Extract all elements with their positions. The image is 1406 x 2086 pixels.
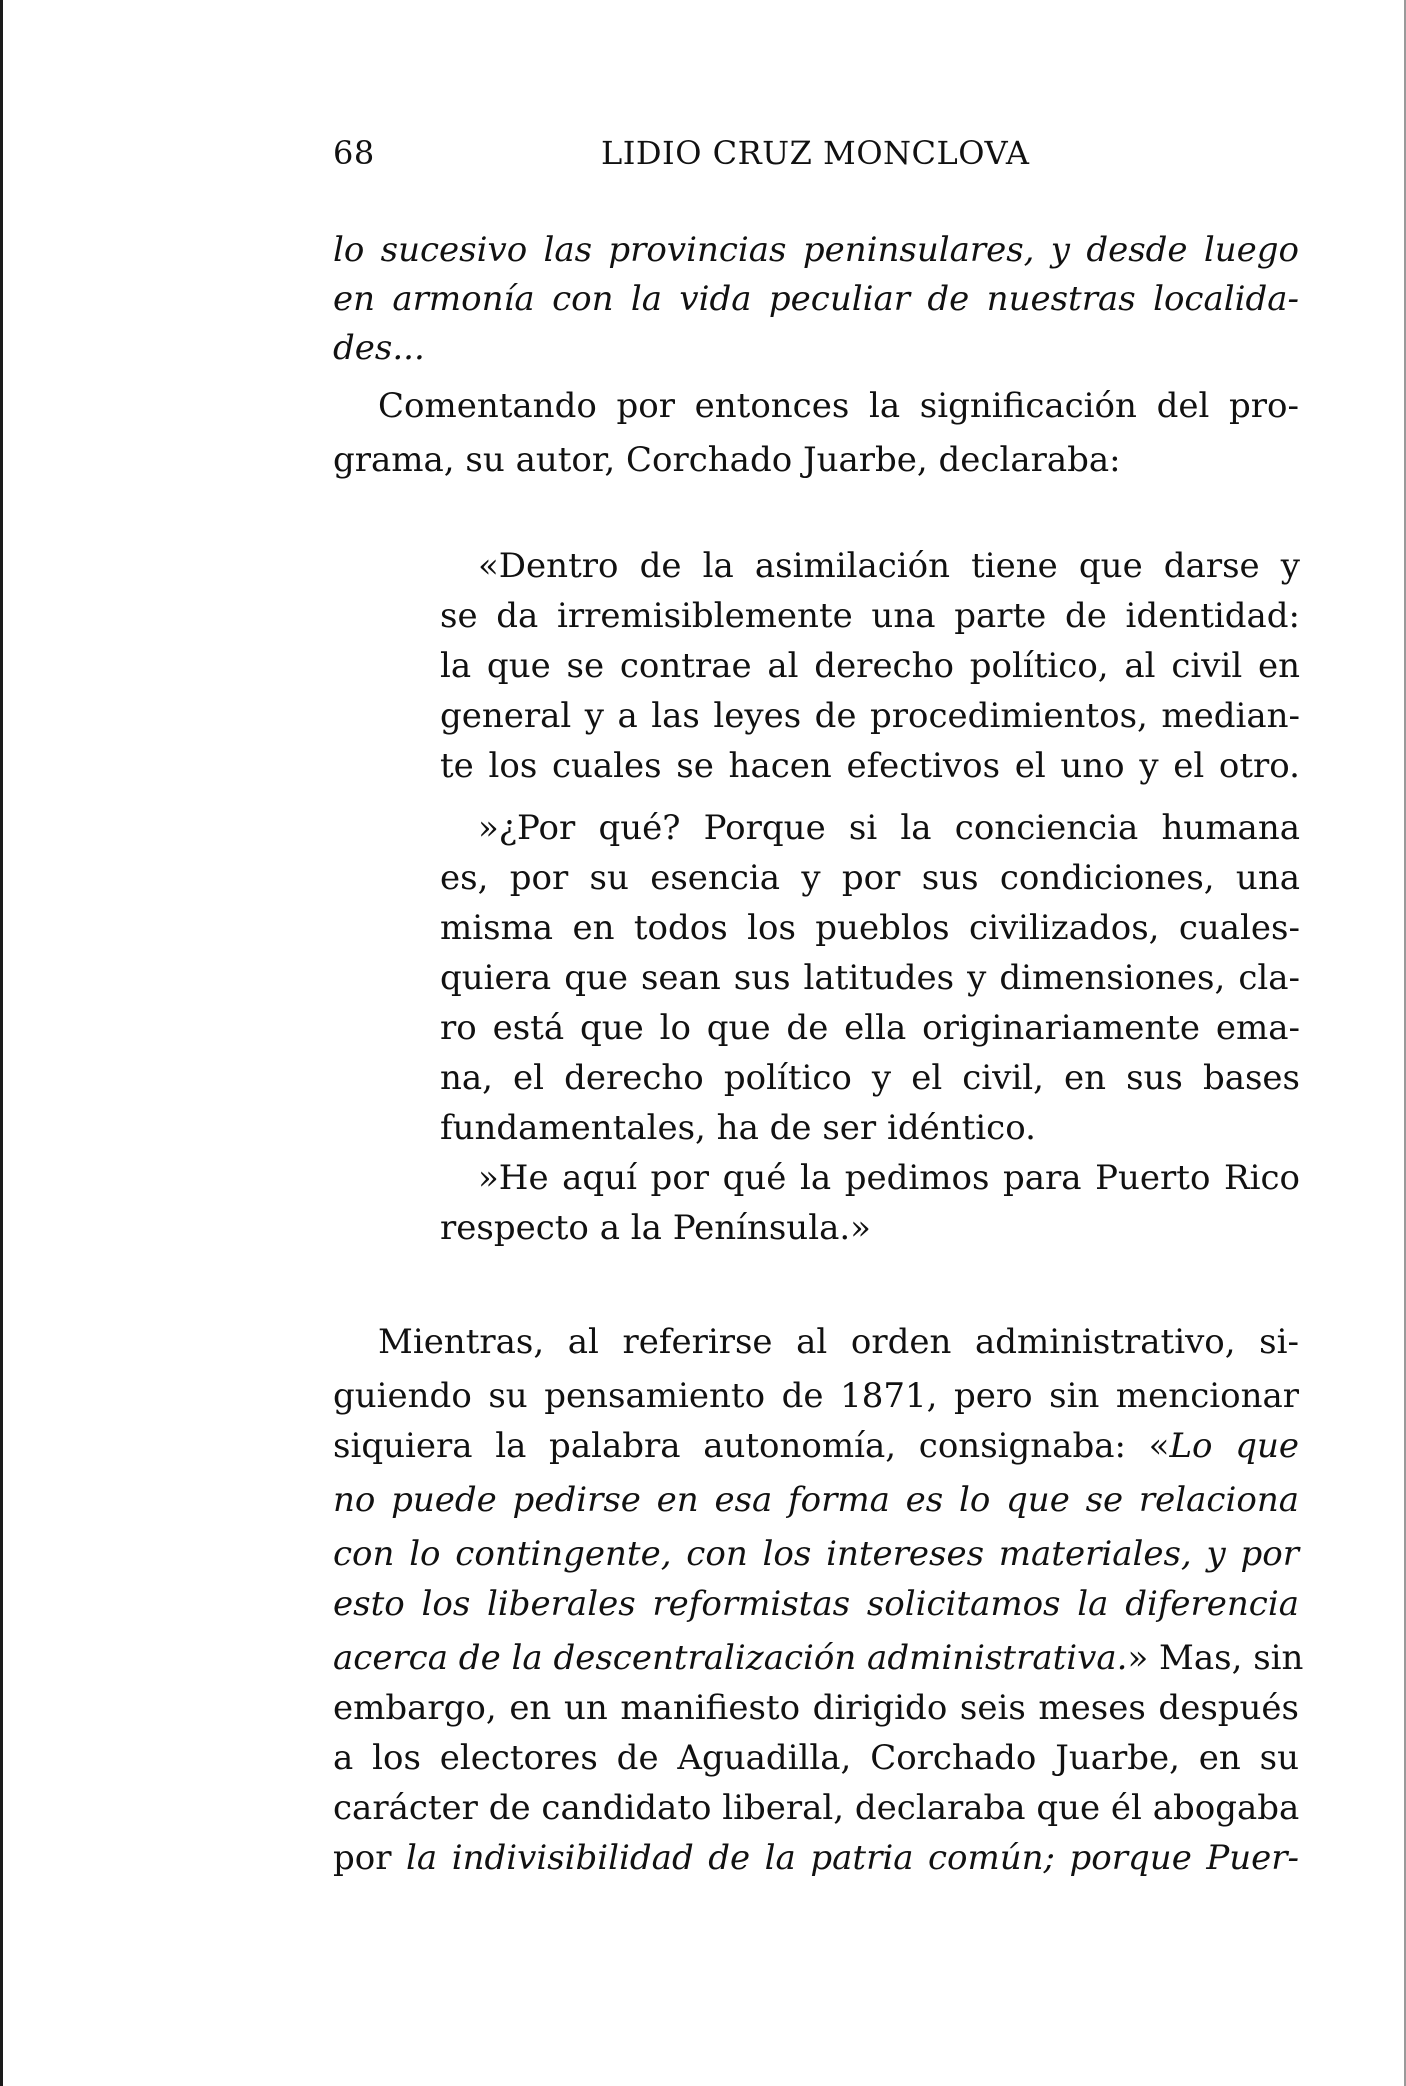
- text-line: esto los liberales reformistas solicitamos la diferencia: [333, 1584, 1299, 1624]
- quote-line: fundamentales, ha de ser idéntico.: [440, 1108, 1036, 1148]
- quote-line: misma en todos los pueblos civilizados, cuales-: [440, 908, 1300, 948]
- text-line: no puede pedirse en esa forma es lo que se relaciona: [333, 1480, 1299, 1520]
- text-line: grama, su autor, Corchado Juarbe, declaraba:: [333, 440, 1121, 480]
- text-line: [333, 1834, 1299, 1882]
- text-line: [333, 1422, 1299, 1470]
- quote-line: ro está que lo que de ella originariamente ema-: [440, 1008, 1300, 1048]
- running-head: LIDIO CRUZ MONCLOVA: [601, 134, 1030, 172]
- text-run: siquiera la palabra autonomía, consignaba: «: [333, 1426, 1170, 1466]
- quote-line: se da irremisiblemente una parte de identidad:: [440, 596, 1300, 636]
- text-line: lo sucesivo las provincias peninsulares, y desde luego: [333, 230, 1299, 270]
- text-run-italic: la indivisibilidad de la patria común; porque Puer-: [406, 1838, 1299, 1878]
- text-run: por: [333, 1838, 407, 1878]
- text-run: » Mas, sin: [1127, 1638, 1304, 1678]
- quote-line: te los cuales se hacen efectivos el uno y el otro.: [440, 746, 1300, 786]
- text-line: Comentando por entonces la significación del pro-: [378, 386, 1299, 426]
- text-line: en armonía con la vida peculiar de nuestras localida-: [333, 279, 1299, 319]
- quote-line: quiera que sean sus latitudes y dimensiones, cla-: [440, 958, 1300, 998]
- quote-line: «Dentro de la asimilación tiene que darse y: [478, 546, 1300, 586]
- text-line: carácter de candidato liberal, declaraba que él abogaba: [333, 1788, 1300, 1828]
- text-line: embargo, en un manifiesto dirigido seis meses después: [333, 1688, 1299, 1728]
- text-line: con lo contingente, con los intereses materiales, y por: [333, 1534, 1299, 1574]
- text-run-italic: Lo que: [1169, 1426, 1299, 1466]
- quote-line: na, el derecho político y el civil, en sus bases: [440, 1058, 1300, 1098]
- quote-line: general y a las leyes de procedimientos, median-: [440, 696, 1300, 736]
- page-header: [333, 134, 1299, 184]
- quote-line: »He aquí por qué la pedimos para Puerto Rico: [478, 1158, 1300, 1198]
- text-line: des...: [333, 328, 425, 368]
- text-line: Mientras, al referirse al orden administrativo, si-: [378, 1322, 1299, 1362]
- quote-line: »¿Por qué? Porque si la conciencia humana: [478, 808, 1300, 848]
- page-number: 68: [333, 134, 375, 172]
- text-line: [333, 1634, 1304, 1682]
- text-line: guiendo su pensamiento de 1871, pero sin mencionar: [333, 1376, 1299, 1416]
- scan-edge-left: [0, 0, 3, 2086]
- text-run-italic: acerca de la descentralización administrativa.: [333, 1638, 1128, 1678]
- quote-line: es, por su esencia y por sus condiciones, una: [440, 858, 1300, 898]
- quote-line: respecto a la Península.»: [440, 1208, 871, 1248]
- text-line: a los electores de Aguadilla, Corchado Juarbe, en su: [333, 1738, 1299, 1778]
- quote-line: la que se contrae al derecho político, al civil en: [440, 646, 1300, 686]
